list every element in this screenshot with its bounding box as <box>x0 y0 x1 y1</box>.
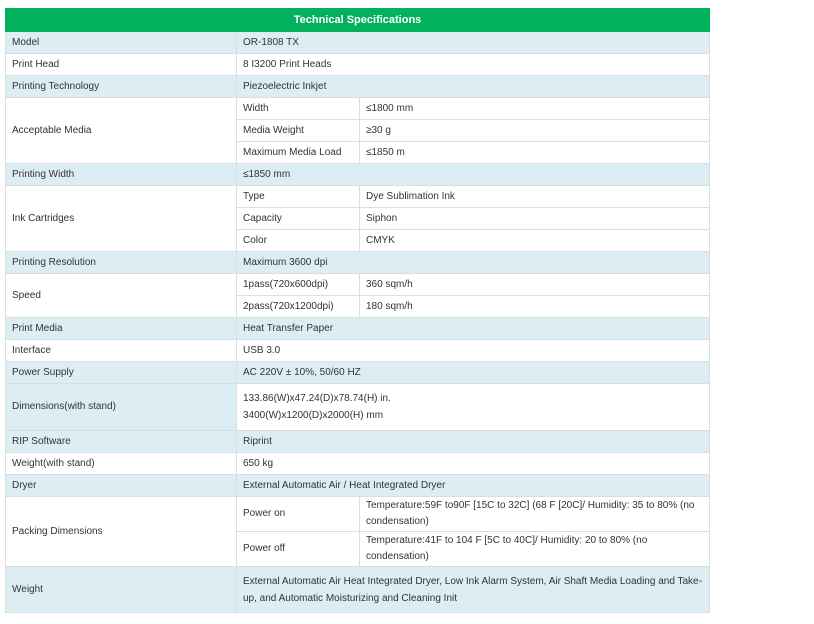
sub-key: Capacity <box>237 208 360 230</box>
table-title: Technical Specifications <box>6 9 710 32</box>
row-label: Print Media <box>6 318 237 340</box>
row-label: Weight(with stand) <box>6 453 237 475</box>
sub-value: Temperature:41F to 104 F [5C to 40C]/ Humidity: 20 to 80% (no condensation) <box>360 532 710 567</box>
row-value: 650 kg <box>237 453 710 475</box>
table-row <box>6 318 710 340</box>
sub-value: ≤1850 m <box>360 142 710 164</box>
sub-value: 180 sqm/h <box>360 296 710 318</box>
row-label: Dryer <box>6 475 237 497</box>
row-label: Weight <box>6 567 237 613</box>
row-value <box>237 384 710 431</box>
table-row <box>6 453 710 475</box>
table-row <box>6 431 710 453</box>
table-row <box>6 32 710 54</box>
row-value: 8 I3200 Print Heads <box>237 54 710 76</box>
sub-value: Siphon <box>360 208 710 230</box>
row-value: Heat Transfer Paper <box>237 318 710 340</box>
spec-table-container <box>5 8 709 613</box>
spec-table <box>5 8 710 613</box>
sub-value: ≤1800 mm <box>360 98 710 120</box>
table-row <box>6 384 710 431</box>
sub-key: Type <box>237 186 360 208</box>
row-label: Printing Technology <box>6 76 237 98</box>
table-header-row <box>6 9 710 32</box>
sub-key: Media Weight <box>237 120 360 142</box>
row-value: Riprint <box>237 431 710 453</box>
table-row <box>6 76 710 98</box>
sub-value: Temperature:59F to90F [15C to 32C] (68 F [20C]/ Humidity: 35 to 80% (no condensation) <box>360 497 710 532</box>
table-row <box>6 362 710 384</box>
table-row <box>6 164 710 186</box>
table-row <box>6 497 710 532</box>
row-value: Maximum 3600 dpi <box>237 252 710 274</box>
row-value: USB 3.0 <box>237 340 710 362</box>
table-row <box>6 54 710 76</box>
table-row <box>6 475 710 497</box>
table-row <box>6 274 710 296</box>
row-label: Model <box>6 32 237 54</box>
row-label: Speed <box>6 274 237 318</box>
sub-key: Width <box>237 98 360 120</box>
sub-value: Dye Sublimation Ink <box>360 186 710 208</box>
row-label: Packing Dimensions <box>6 497 237 567</box>
table-row <box>6 186 710 208</box>
row-value: Piezoelectric Inkjet <box>237 76 710 98</box>
sub-value: 360 sqm/h <box>360 274 710 296</box>
sub-value: CMYK <box>360 230 710 252</box>
row-label: Acceptable Media <box>6 98 237 164</box>
table-row <box>6 567 710 613</box>
row-value: OR-1808 TX <box>237 32 710 54</box>
table-row <box>6 340 710 362</box>
row-label: Print Head <box>6 54 237 76</box>
sub-value: ≥30 g <box>360 120 710 142</box>
dimensions-imperial: 133.86(W)x47.24(D)x78.74(H) in. <box>243 393 391 404</box>
row-label: Ink Cartridges <box>6 186 237 252</box>
row-label: RIP Software <box>6 431 237 453</box>
row-label: Printing Width <box>6 164 237 186</box>
sub-key: 1pass(720x600dpi) <box>237 274 360 296</box>
row-label: Dimensions(with stand) <box>6 384 237 431</box>
sub-key: 2pass(720x1200dpi) <box>237 296 360 318</box>
row-value: External Automatic Air / Heat Integrated Dryer <box>237 475 710 497</box>
row-label: Power Supply <box>6 362 237 384</box>
sub-key: Power off <box>237 532 360 567</box>
sub-key: Power on <box>237 497 360 532</box>
row-value: ≤1850 mm <box>237 164 710 186</box>
row-value: AC 220V ± 10%, 50/60 HZ <box>237 362 710 384</box>
table-row <box>6 98 710 120</box>
dimensions-metric: 3400(W)x1200(D)x2000(H) mm <box>243 410 384 421</box>
sub-key: Color <box>237 230 360 252</box>
row-label: Interface <box>6 340 237 362</box>
table-row <box>6 252 710 274</box>
row-value: External Automatic Air Heat Integrated Dryer, Low Ink Alarm System, Air Shaft Media Loading and Take-up, and Automatic Moisturizing and Cleaning Init <box>237 567 710 613</box>
row-label: Printing Resolution <box>6 252 237 274</box>
sub-key: Maximum Media Load <box>237 142 360 164</box>
